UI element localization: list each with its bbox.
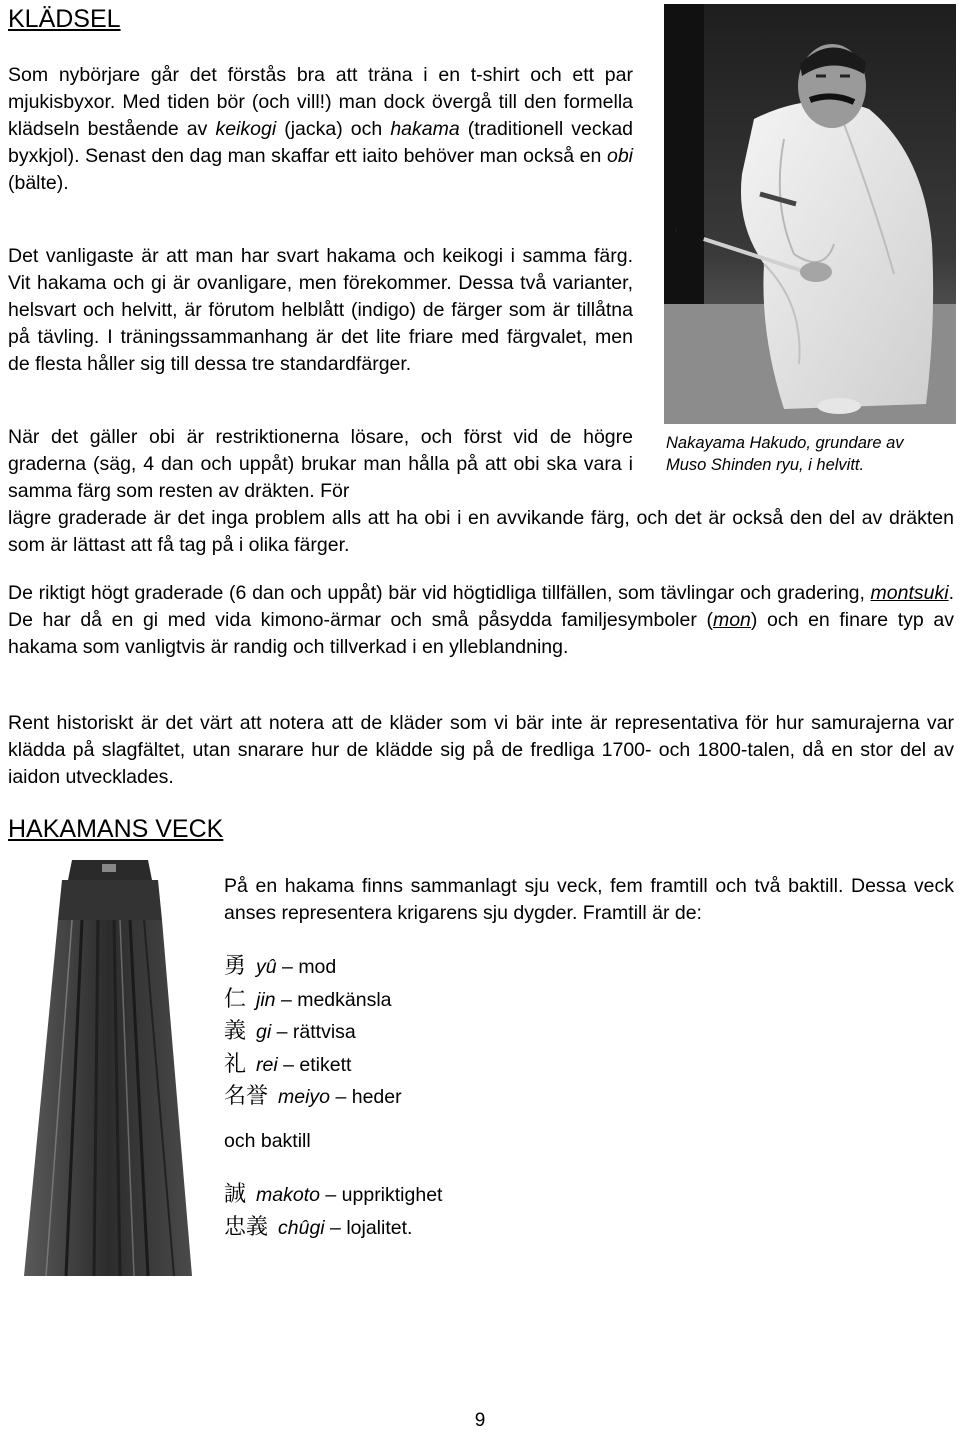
photo-nakayama-hakudo <box>664 4 956 424</box>
photo-image <box>664 4 956 424</box>
virtue-meaning: rättvisa <box>292 1021 356 1043</box>
virtue-romaji: chûgi <box>278 1216 325 1239</box>
virtues-front-list <box>224 951 402 1114</box>
paragraph-veck-intro: På en hakama finns sammanlagt sju veck, fem framtill och två baktill. Dessa veck anses representera krigarens sju dygder. Framtill är de: <box>224 875 954 924</box>
paragraph-obi: När det gäller obi är restriktionerna lösare, och först vid de högre graderna (säg, 4 dan och uppåt) brukar man hålla på att obi ska vara i samma färg som resten av dräkten. För <box>8 426 633 502</box>
virtue-dash: – <box>319 1184 342 1206</box>
image-hakama <box>16 856 204 1286</box>
virtue-dash: – <box>275 988 298 1011</box>
back-label: och baktill <box>224 1130 311 1152</box>
text: Som nybörjare går det förstås bra att träna i en t-shirt och ett par mjukisbyxor. Med tiden bör (och vill!) man dock övergå till den formella klädseln bestående av <box>8 64 633 140</box>
section-heading-hakamans-veck: HAKAMANS VECK <box>8 815 224 843</box>
virtue-dash: – <box>271 1021 293 1043</box>
term-mon: mon <box>712 609 751 631</box>
paragraph-colors: Det vanligaste är att man har svart hakama och keikogi i samma färg. Vit hakama och gi är ovanligare, men förekommer. Dessa två varianter, helsvart och helvitt, är förutom helblått (indigo) de färger som är tillåtna på tävling. I träningssammanhang är det lite friare med färgvalet, men de flesta håller sig till dessa tre standardfärger. <box>8 245 633 375</box>
virtue-item <box>224 1179 442 1212</box>
section-heading-kladsel: KLÄDSEL <box>8 5 121 33</box>
virtue-item <box>224 951 402 984</box>
virtue-dash: – <box>277 1053 300 1076</box>
virtue-kanji: 忠義 <box>224 1214 269 1240</box>
text: . De har då en gi med vida kimono-ärmar och små påsydda familjesymboler ( <box>8 582 954 631</box>
caption-line: Muso Shinden ryu, i helvitt. <box>666 456 865 474</box>
virtue-meaning: mod <box>298 956 337 978</box>
hakama-image <box>16 856 204 1286</box>
virtue-romaji: yû <box>256 956 277 978</box>
text: (bälte). <box>8 172 69 194</box>
virtue-dash: – <box>330 1086 352 1108</box>
virtue-item <box>224 1049 402 1082</box>
virtue-item <box>224 1016 402 1049</box>
virtue-kanji: 仁 <box>224 986 247 1012</box>
virtue-meaning: medkänsla <box>297 988 392 1011</box>
virtue-kanji: 勇 <box>224 954 247 979</box>
virtue-kanji: 名誉 <box>224 1084 269 1109</box>
virtues-back-list <box>224 1179 442 1244</box>
virtue-kanji: 義 <box>224 1019 247 1044</box>
virtue-meaning: uppriktighet <box>341 1184 443 1206</box>
virtue-romaji: jin <box>256 988 276 1011</box>
virtue-kanji: 誠 <box>224 1182 247 1207</box>
virtue-romaji: rei <box>256 1053 278 1076</box>
virtue-romaji: gi <box>256 1021 272 1043</box>
caption-line: Nakayama Hakudo, grundare av <box>666 434 904 452</box>
virtue-dash: – <box>324 1216 347 1239</box>
text: ) och en finare typ av hakama som vanligtvis är randig och tillverkad i en ylleblandning. <box>8 609 954 658</box>
paragraph-obi-continued: lägre graderade är det inga problem alls att ha obi i en avvikande färg, och det är också den del av dräkten som är lättast att få tag på i olika färger. <box>8 507 954 556</box>
virtue-romaji: makoto <box>256 1184 320 1206</box>
paragraph-history: Rent historiskt är det värt att notera att de kläder som vi bär inte är representativa för hur samurajerna var klädda på slagfältet, utan snarare hur de klädde sig på de fredliga 1700- och 1800-talen, då en stor del av iaidon utvecklades. <box>8 712 954 788</box>
page-number: 9 <box>474 1410 486 1431</box>
photo-caption <box>666 432 958 476</box>
virtue-dash: – <box>276 956 299 978</box>
virtue-meaning: heder <box>351 1086 402 1108</box>
term-montsuki: montsuki <box>870 582 949 604</box>
term-obi: obi <box>606 145 633 167</box>
term-keikogi: keikogi <box>215 118 277 140</box>
text: De riktigt högt graderade (6 dan och uppåt) bär vid högtidliga tillfällen, som tävlingar och gradering, <box>8 582 871 604</box>
term-hakama: hakama <box>390 118 460 140</box>
virtue-meaning: lojalitet. <box>346 1216 413 1239</box>
virtue-item <box>224 984 402 1017</box>
virtue-kanji: 礼 <box>224 1051 247 1077</box>
virtue-item <box>224 1081 402 1114</box>
text: (jacka) och <box>276 118 391 140</box>
paragraph-beginner-clothing <box>8 62 633 197</box>
virtue-meaning: etikett <box>299 1053 352 1076</box>
virtue-romaji: meiyo <box>278 1086 331 1108</box>
paragraph-montsuki <box>8 580 954 661</box>
text: (traditionell veckad byxkjol). Senast den dag man skaffar ett iaito behöver man också en <box>8 118 634 167</box>
virtue-item <box>224 1212 442 1245</box>
